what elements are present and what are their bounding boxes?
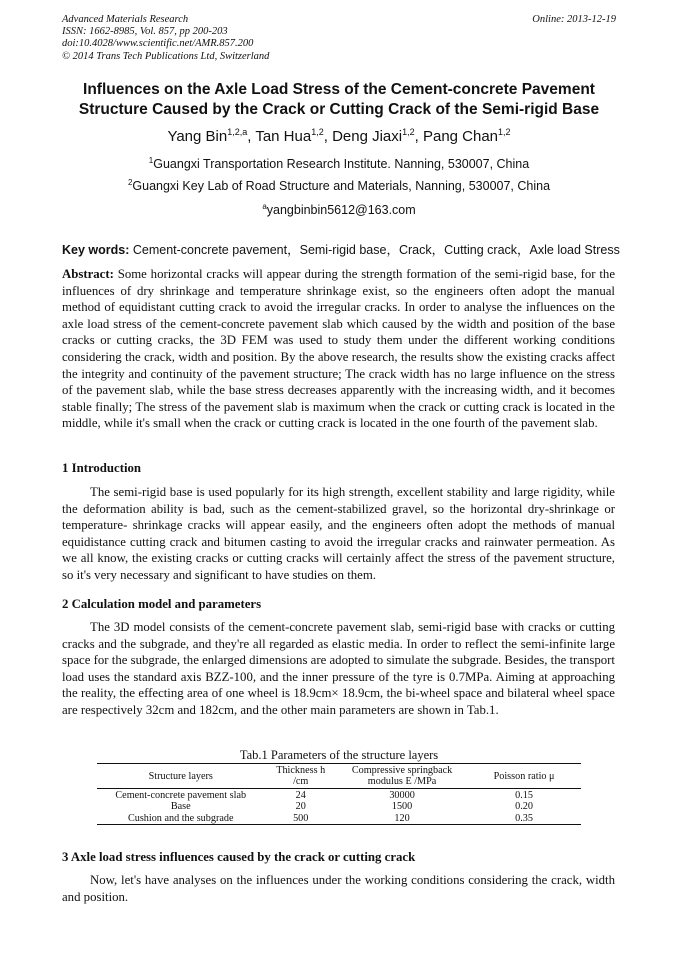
section-heading-model: 2 Calculation model and parameters <box>62 597 262 611</box>
journal-header <box>62 14 269 63</box>
abstract-label: Abstract: <box>62 267 114 281</box>
introduction-paragraph: The semi-rigid base is used popularly for its high strength, excellent stability and large rigidity, while the deformation ability is bad, such as the cement-stabilized gravel, so the horizontal dry-shrinkage or temperature- shrinkage cracks will appear easily, and the engineers often adopt the methods of manual equidistance cutting crack and bitumen casting to avoid the irregular cracks and rainwater permeation. As we all know, the existing cracks or cutting cracks will certainly affect the stress of the pavement structure, so it's very necessary and significant to have studies on them. <box>62 485 615 582</box>
affiliation-2 <box>0 178 678 193</box>
author-name: Tan Hua <box>255 128 312 145</box>
online-date: Online: 2013-12-19 <box>532 14 616 25</box>
model-paragraph: The 3D model consists of the cement-concrete pavement slab, semi-rigid base with cracks or cutting cracks and the subgrade, and they're all regarded as elastic media. In order to reflect the semi-infinite large space for the subgrade, the enlarged dimensions are adopted to simulate the subgrade. Besides, the transport load uses the standard axis BZZ-100, and the inner pressure of the tyre is 0.7MPa. Aiming at approaching the reality, the effecting area of one wheel is 18.9cm× 18.9cm, the bi-wheel space and bilateral wheel space are respectively 32cm and 182cm, and the other main parameters are shown in Tab.1. <box>62 620 615 717</box>
journal-name: Advanced Materials Research <box>62 14 189 25</box>
section-heading-introduction: 1 Introduction <box>62 461 142 475</box>
table-header-cell: Poisson ratio μ <box>467 764 581 789</box>
author-affil-mark: 1,2 <box>402 127 415 137</box>
table-row <box>97 801 581 813</box>
author-affil-mark: 1,2 <box>498 127 511 137</box>
affiliation-mark: 2 <box>127 178 133 187</box>
table-header-cell <box>337 764 467 789</box>
table-cell: Base <box>170 801 191 813</box>
author-separator: , <box>247 128 256 145</box>
table-row <box>97 789 581 801</box>
table-cell: 30000 <box>389 789 415 801</box>
table-cell: Cement-concrete pavement slab <box>115 789 247 801</box>
author-list <box>0 127 678 145</box>
table-cell: 20 <box>295 801 306 813</box>
table-header-cell <box>264 764 337 789</box>
table-cell: 1500 <box>391 801 413 813</box>
table-row <box>97 812 581 824</box>
keywords <box>62 240 620 258</box>
keywords-text: Cement-concrete pavement，Semi-rigid base，Crack，Cutting crack，Axle load Stress <box>129 243 620 257</box>
affiliation-text: Guangxi Transportation Research Institute. Nanning, 530007, China <box>153 157 530 172</box>
affiliation-text: Guangxi Key Lab of Road Structure and Materials, Nanning, 530007, China <box>132 179 551 194</box>
author-name: Pang Chan <box>422 128 499 145</box>
header-text: Thickness h <box>276 765 326 776</box>
affiliation-1 <box>0 156 678 171</box>
title-line-2: Structure Caused by the Crack or Cutting Crack of the Semi-rigid Base <box>78 101 600 118</box>
abstract <box>62 266 615 432</box>
table-cell: 0.15 <box>515 789 533 801</box>
section-heading-axle-load: 3 Axle load stress influences caused by the crack or cutting crack <box>62 850 416 864</box>
copyright-line: © 2014 Trans Tech Publications Ltd, Switzerland <box>62 50 270 62</box>
keywords-label: Key words: <box>62 243 130 257</box>
author-name: Deng Jiaxi <box>332 128 403 145</box>
title-line-1: Influences on the Axle Load Stress of the Cement-concrete Pavement <box>83 81 595 98</box>
axle-load-paragraph: Now, let's have analyses on the influences under the working conditions considering the crack, width and position. <box>62 873 615 904</box>
table-header-cell: Structure layers <box>97 764 264 789</box>
table-cell: 0.20 <box>515 801 533 813</box>
contact-email <box>0 202 678 217</box>
parameters-table <box>97 763 581 825</box>
header-text: Compressive springback <box>351 765 453 776</box>
author-separator: , <box>414 128 423 145</box>
author-name: Yang Bin <box>167 128 228 145</box>
author-affil-mark: 1,2,a <box>227 127 248 137</box>
author-affil-mark: 1,2 <box>311 127 324 137</box>
header-text: /cm <box>293 776 309 788</box>
table-cell: 500 <box>264 812 337 824</box>
table-cell: 120 <box>337 812 467 824</box>
header-text: modulus E /MPa <box>367 776 437 788</box>
affiliation-mark: 1 <box>148 156 154 165</box>
table-cell: 0.35 <box>467 812 581 824</box>
table-cell: Cushion and the subgrade <box>97 812 264 824</box>
abstract-text: Some horizontal cracks will appear during the strength formation of the semi-rigid base, for the influences of dry shrinkage and temperature shrinkage exist, so the engineers often adopt the manual method of equidistant cutting crack to avoid the irregular cracks. In order to analyse the influences on the axle load stress of the cement-concrete pavement slab which caused by the width and position of the base cracks or cutting cracks, the 3D FEM was used to study them under the different working conditions considering the crack, width and position. By the above research, the results show the existing cracks affect the integrity and continuity of the pavement structure; The crack width has no large influence on the stress of the pavement slab, while the base stress decreases apparently with the increasing width, and it becomes stable finally; The stress of the pavement slab is maximum when the crack or cutting crack is located in the middle, while it's small when the crack or cutting crack is located in the one fourth of the pavement slab. <box>62 267 615 431</box>
table-cell: 24 <box>295 789 306 801</box>
table-header-row <box>97 764 581 789</box>
issn-line: ISSN: 1662-8985, Vol. 857, pp 200-203 <box>62 26 228 38</box>
doi-line: doi:10.4028/www.scientific.net/AMR.857.200 <box>62 38 254 50</box>
email-address: yangbinbin5612@163.com <box>266 203 416 218</box>
paper-title <box>30 80 648 120</box>
table-caption: Tab.1 Parameters of the structure layers <box>239 748 439 762</box>
author-separator: , <box>323 128 333 145</box>
email-mark: a <box>262 202 267 211</box>
